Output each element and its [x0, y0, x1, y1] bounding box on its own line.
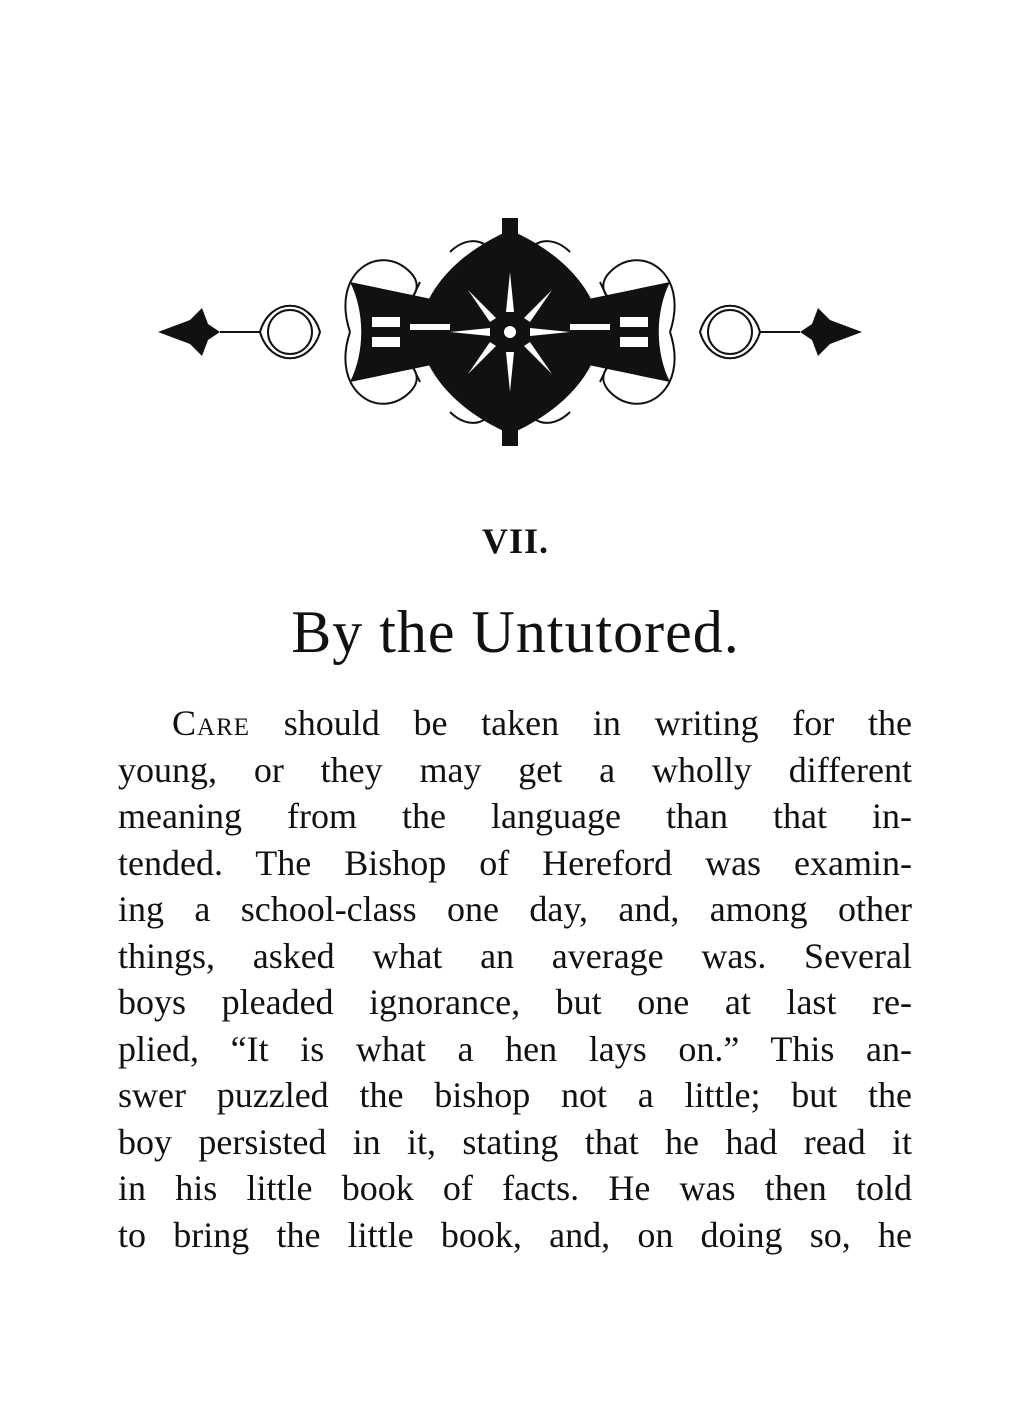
chapter-number: VII. [481, 521, 550, 561]
text-line: ing a school-class one day, and, among other [118, 889, 912, 929]
body-paragraph [118, 700, 912, 1258]
text-line: plied, “It is what a hen lays on.” This an- [118, 1028, 912, 1069]
text-line: boys pleaded ignorance, but one at last re- [118, 982, 912, 1022]
chapter-title: By the Untutored. [291, 599, 740, 665]
text-line: in his little book of facts. He was then told [118, 1168, 912, 1208]
text-line: swer puzzled the bishop not a little; but the [118, 1075, 912, 1115]
text-line: meaning from the language than that in- [118, 796, 912, 836]
text-line: to bring the little book, and, on doing so, he [118, 1214, 912, 1255]
drop-word: Care [172, 703, 251, 743]
text-line: tended. The Bishop of Hereford was examin- [118, 842, 912, 883]
text-line [118, 700, 912, 747]
text-line: young, or they may get a wholly different [118, 749, 912, 790]
decorative-headpiece-icon [150, 212, 870, 452]
text-line: boy persisted in it, stating that he had read it [118, 1121, 912, 1162]
text-line: things, asked what an average was. Several [118, 935, 912, 976]
line-text: should be taken in writing for the [250, 703, 912, 743]
